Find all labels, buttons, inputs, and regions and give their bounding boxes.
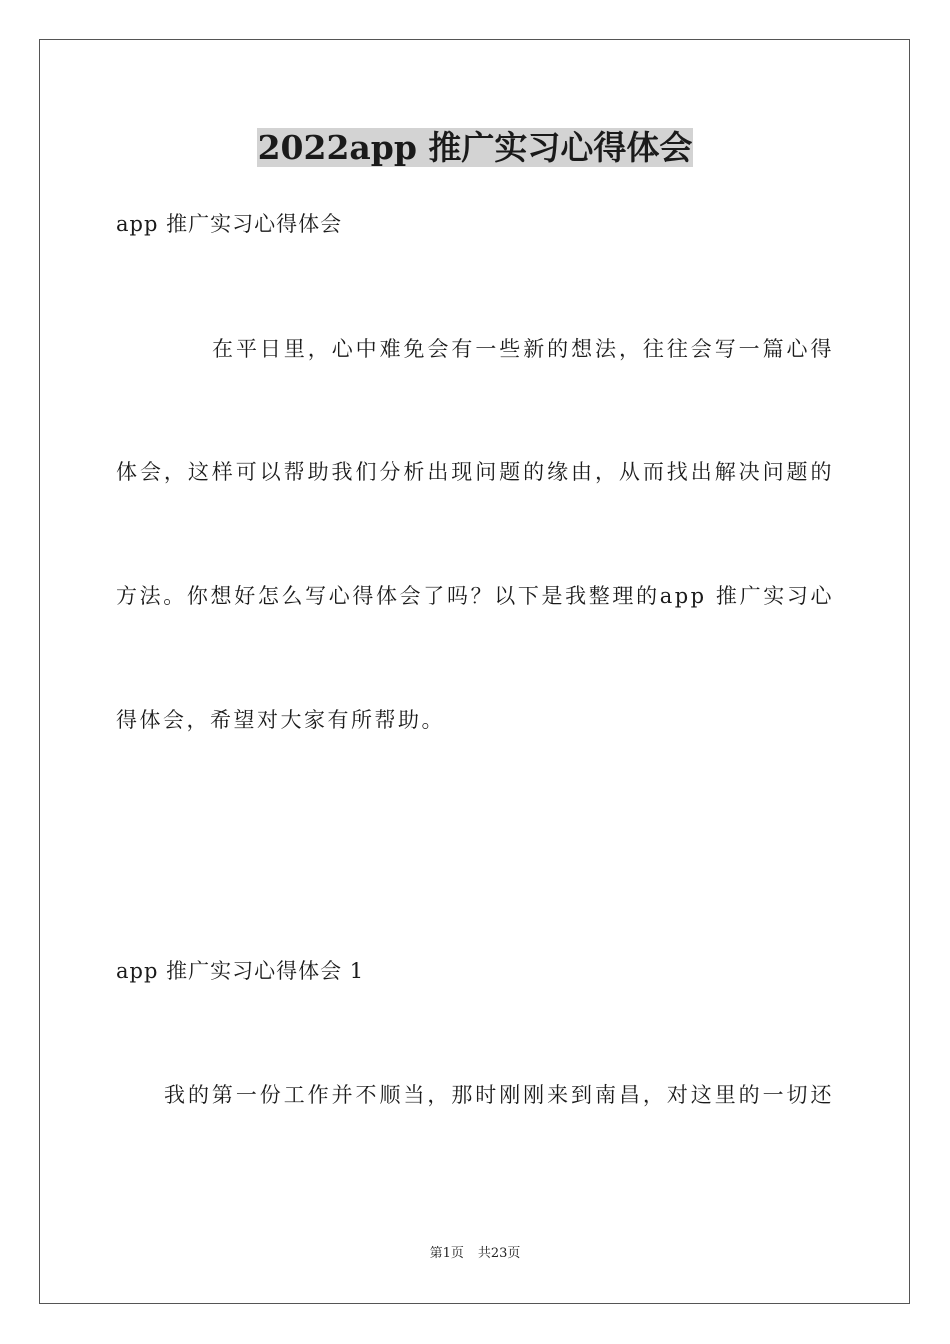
page-number: 第1页 [429, 1246, 464, 1261]
section-line-1: 我的第一份工作并不顺当，那时刚刚来到南昌，对这里的一切还 [164, 1083, 834, 1107]
intro-line-2: 体会，这样可以帮助我们分析出现问题的缘由，从而找出解决问题的 [116, 460, 834, 484]
page-footer [0, 1244, 950, 1264]
intro-line-3: 方法。你想好怎么写心得体会了吗？以下是我整理的app 推广实习心 [116, 584, 834, 608]
document-title-text: 2022app 推广实习心得体会 [257, 128, 693, 167]
document-title [0, 124, 950, 172]
intro-line-1: 在平日里，心中难免会有一些新的想法，往往会写一篇心得 [212, 337, 834, 361]
intro-line-4: 得体会，希望对大家有所帮助。 [116, 708, 445, 732]
page-total: 共23页 [477, 1246, 521, 1261]
section-heading: app 推广实习心得体会 1 [116, 959, 365, 983]
document-subtitle: app 推广实习心得体会 [116, 212, 343, 236]
